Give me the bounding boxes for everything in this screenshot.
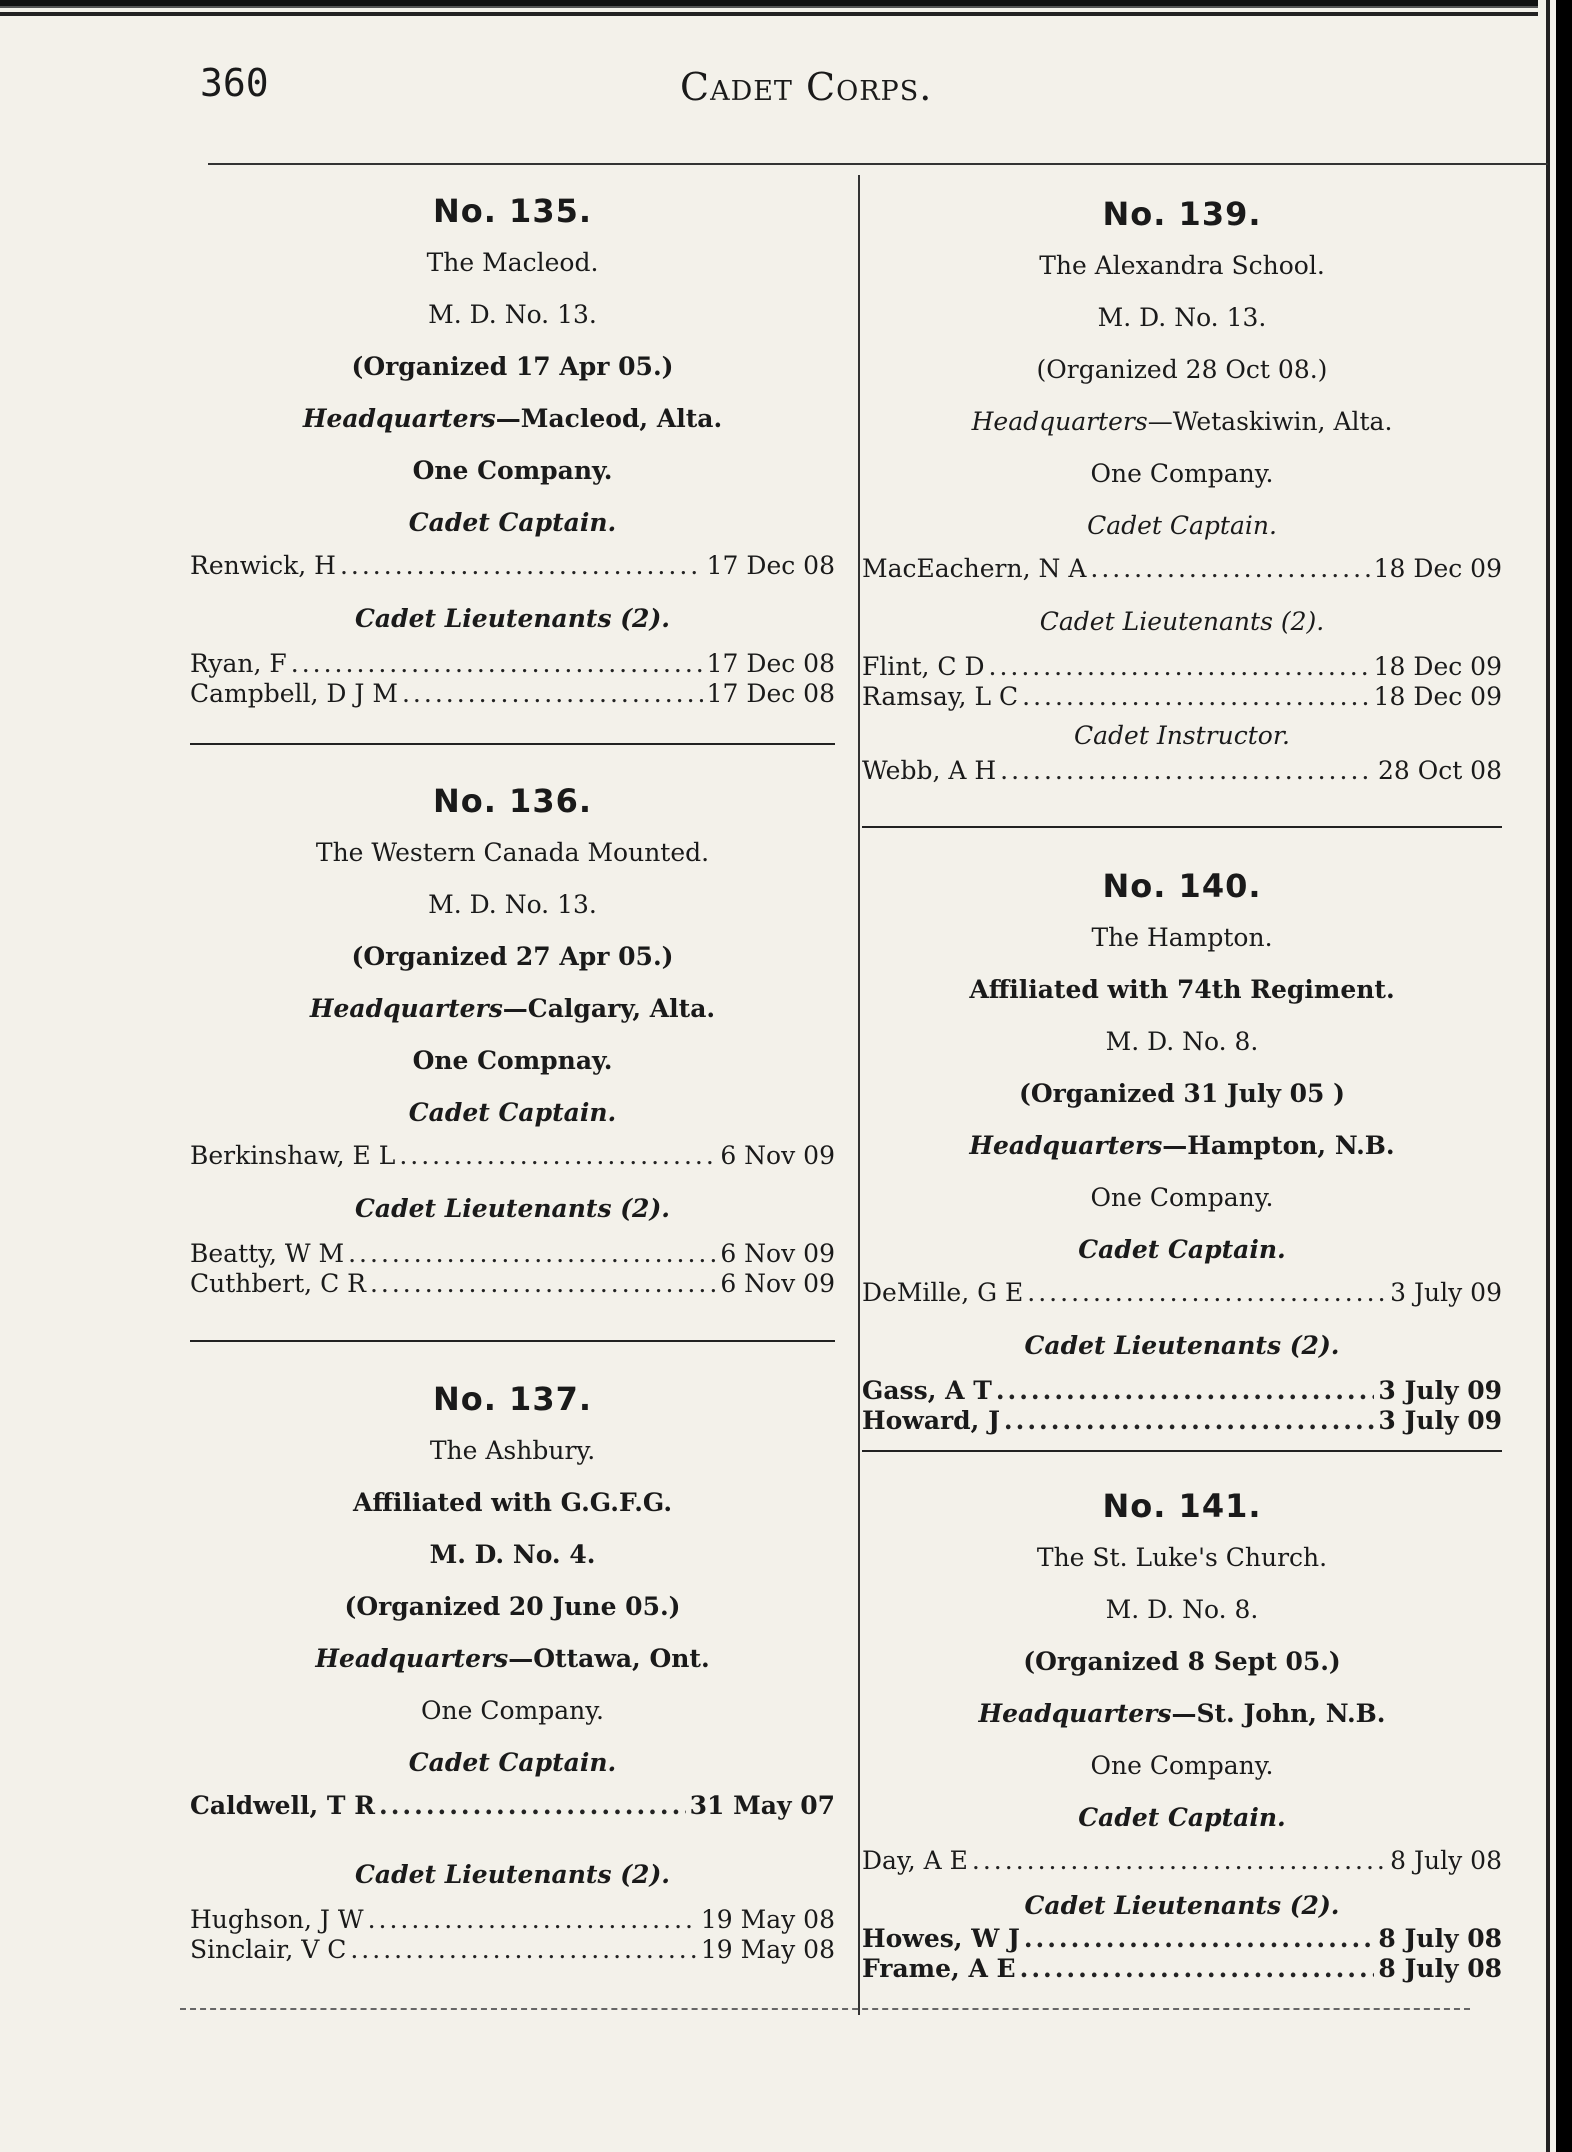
officer-row xyxy=(190,1935,835,1965)
captain-heading: Cadet Captain. xyxy=(1078,1803,1286,1832)
military-district: M. D. No. 13. xyxy=(428,890,597,919)
leader-dots xyxy=(379,1791,686,1821)
military-district: M. D. No. 4. xyxy=(429,1540,596,1569)
entry-separator xyxy=(862,826,1502,828)
corps-number: No. 139. xyxy=(1102,195,1262,233)
corps-name: The Western Canada Mounted. xyxy=(315,838,710,867)
officer-name: Ryan, F xyxy=(190,649,287,678)
lieutenants-heading: Cadet Lieutenants (2). xyxy=(355,1194,670,1223)
leader-dots xyxy=(348,1239,716,1269)
officer-date: 6 Nov 09 xyxy=(720,1141,835,1170)
corps-name: The Alexandra School. xyxy=(1039,251,1325,280)
captain-heading: Cadet Captain. xyxy=(408,508,617,537)
officer-name: Day, A E xyxy=(862,1846,968,1875)
leader-dots xyxy=(402,679,703,709)
officer-row xyxy=(190,1141,835,1171)
officer-row xyxy=(862,682,1502,712)
entry-separator xyxy=(190,743,835,745)
leader-dots xyxy=(340,551,703,581)
lieutenants-heading: Cadet Lieutenants (2). xyxy=(1039,607,1325,636)
corps-entry xyxy=(862,188,1502,786)
officer-row xyxy=(190,1269,835,1299)
officer-row xyxy=(862,554,1502,584)
officer-date: 8 July 08 xyxy=(1378,1954,1502,1983)
captain-heading: Cadet Captain. xyxy=(1078,1235,1286,1264)
headquarters-value: —Macleod, Alta. xyxy=(495,404,723,433)
officer-name: Howes, W J xyxy=(862,1924,1020,1953)
leader-dots xyxy=(368,1905,697,1935)
page-number: 360 xyxy=(200,61,269,105)
page-header xyxy=(200,55,1380,115)
corps-entry xyxy=(862,860,1502,1436)
leader-dots xyxy=(1024,1924,1375,1954)
officer-row xyxy=(190,649,835,679)
officer-date: 18 Dec 09 xyxy=(1373,554,1502,583)
corps-number: No. 140. xyxy=(1102,867,1262,905)
officer-name: Beatty, W M xyxy=(190,1239,345,1268)
company-count: One Company. xyxy=(1090,1183,1274,1212)
scan-edge-top xyxy=(0,0,1572,22)
officer-name: Sinclair, V C xyxy=(190,1935,347,1964)
officer-row xyxy=(862,652,1502,682)
header-rule xyxy=(208,163,1548,165)
corps-number: No. 141. xyxy=(1102,1487,1262,1525)
officer-date: 8 July 08 xyxy=(1378,1924,1502,1953)
military-district: M. D. No. 13. xyxy=(428,300,597,329)
officer-row xyxy=(862,1924,1502,1954)
headquarters xyxy=(862,1120,1502,1172)
corps-entry xyxy=(190,1373,835,1965)
officer-row xyxy=(862,756,1502,786)
officer-name: Renwick, H xyxy=(190,551,336,580)
leader-dots xyxy=(399,1141,716,1171)
organized-date: (Organized 17 Apr 05.) xyxy=(351,352,674,381)
officer-date: 28 Oct 08 xyxy=(1377,756,1502,785)
officer-date: 3 July 09 xyxy=(1378,1376,1502,1405)
corps-entry xyxy=(190,185,835,709)
corps-name: The Macleod. xyxy=(426,248,599,277)
leader-dots xyxy=(370,1269,716,1299)
officer-name: Ramsay, L C xyxy=(862,682,1019,711)
company-count: One Company. xyxy=(1090,1751,1274,1780)
headquarters-value: —St. John, N.B. xyxy=(1171,1699,1386,1728)
leader-dots xyxy=(1090,554,1369,584)
entry-separator xyxy=(190,1340,835,1342)
officer-row xyxy=(862,1278,1502,1308)
officer-date: 3 July 09 xyxy=(1390,1278,1502,1307)
lieutenants-heading: Cadet Lieutenants (2). xyxy=(1024,1891,1340,1920)
leader-dots xyxy=(1027,1278,1386,1308)
captain-heading: Cadet Captain. xyxy=(408,1748,617,1777)
officer-name: Frame, A E xyxy=(862,1954,1016,1983)
headquarters-label: Headquarters xyxy=(969,1131,1163,1160)
officer-row xyxy=(862,1406,1502,1436)
headquarters xyxy=(862,1688,1502,1740)
corps-name: The Ashbury. xyxy=(429,1436,596,1465)
headquarters xyxy=(190,1633,835,1685)
organized-date: (Organized 27 Apr 05.) xyxy=(351,942,674,971)
leader-dots xyxy=(972,1846,1386,1876)
instructor-heading: Cadet Instructor. xyxy=(1074,721,1290,750)
officer-date: 17 Dec 08 xyxy=(706,551,835,580)
company-count: One Company. xyxy=(421,1696,604,1725)
military-district: M. D. No. 8. xyxy=(1105,1595,1259,1624)
leader-dots xyxy=(996,1376,1375,1406)
company-count: One Company. xyxy=(412,456,613,485)
leader-dots xyxy=(1000,756,1374,786)
lieutenants-heading: Cadet Lieutenants (2). xyxy=(355,604,670,633)
officer-row xyxy=(190,1905,835,1935)
officer-date: 19 May 08 xyxy=(700,1905,835,1934)
officer-date: 6 Nov 09 xyxy=(720,1269,835,1298)
officer-row xyxy=(190,1239,835,1269)
lieutenants-heading: Cadet Lieutenants (2). xyxy=(1024,1331,1340,1360)
headquarters-value: —Hampton, N.B. xyxy=(1162,1131,1395,1160)
leader-dots xyxy=(291,649,703,679)
headquarters xyxy=(190,393,835,445)
scan-edge-right xyxy=(1538,0,1572,2152)
corps-number: No. 137. xyxy=(432,1380,592,1418)
headquarters xyxy=(190,983,835,1035)
officer-name: Gass, A T xyxy=(862,1376,992,1405)
officer-date: 17 Dec 08 xyxy=(706,679,835,708)
company-count: One Compnay. xyxy=(412,1046,613,1075)
military-district: M. D. No. 8. xyxy=(1105,1027,1259,1056)
officer-name: Howard, J xyxy=(862,1406,1000,1435)
headquarters-value: —Calgary, Alta. xyxy=(502,994,716,1023)
corps-name: The St. Luke's Church. xyxy=(1036,1543,1328,1572)
officer-date: 17 Dec 08 xyxy=(706,649,835,678)
officer-row xyxy=(862,1954,1502,1984)
organized-date: (Organized 28 Oct 08.) xyxy=(1036,355,1328,384)
officer-date: 3 July 09 xyxy=(1378,1406,1502,1435)
officer-row xyxy=(862,1846,1502,1876)
headquarters xyxy=(862,396,1502,448)
officer-date: 8 July 08 xyxy=(1390,1846,1502,1875)
organized-date: (Organized 31 July 05 ) xyxy=(1019,1079,1345,1108)
officer-name: Campbell, D J M xyxy=(190,679,398,708)
officer-name: Cuthbert, C R xyxy=(190,1269,366,1298)
officer-date: 18 Dec 09 xyxy=(1373,682,1502,711)
corps-entry xyxy=(190,775,835,1299)
headquarters-label: Headquarters xyxy=(315,1644,509,1673)
officer-row xyxy=(190,551,835,581)
running-head: Cadet Corps. xyxy=(680,65,933,109)
captain-heading: Cadet Captain. xyxy=(1087,511,1277,540)
captain-heading: Cadet Captain. xyxy=(408,1098,617,1127)
officer-date: 18 Dec 09 xyxy=(1373,652,1502,681)
column-divider xyxy=(858,175,860,2015)
officer-name: DeMille, G E xyxy=(862,1278,1024,1307)
officer-name: Flint, C D xyxy=(862,652,985,681)
corps-entry xyxy=(862,1480,1502,1984)
officer-name: Webb, A H xyxy=(862,756,997,785)
leader-dots xyxy=(989,652,1370,682)
headquarters-value: —Wetaskiwin, Alta. xyxy=(1147,407,1393,436)
corps-name: The Hampton. xyxy=(1091,923,1273,952)
affiliation: Affiliated with 74th Regiment. xyxy=(969,975,1395,1004)
officer-row xyxy=(862,1376,1502,1406)
officer-name: MacEachern, N A xyxy=(862,554,1087,583)
leader-dots xyxy=(1004,1406,1374,1436)
military-district: M. D. No. 13. xyxy=(1097,303,1267,332)
affiliation: Affiliated with G.G.F.G. xyxy=(352,1488,673,1517)
officer-date: 6 Nov 09 xyxy=(720,1239,835,1268)
corps-number: No. 135. xyxy=(432,192,592,230)
organized-date: (Organized 20 June 05.) xyxy=(344,1592,681,1621)
company-count: One Company. xyxy=(1090,459,1274,488)
officer-row xyxy=(190,679,835,709)
headquarters-value: —Ottawa, Ont. xyxy=(508,1644,710,1673)
officer-name: Berkinshaw, E L xyxy=(190,1141,396,1170)
lieutenants-heading: Cadet Lieutenants (2). xyxy=(355,1860,670,1889)
organized-date: (Organized 8 Sept 05.) xyxy=(1023,1647,1341,1676)
officer-date: 31 May 07 xyxy=(689,1791,835,1820)
headquarters-label: Headquarters xyxy=(309,994,503,1023)
footer-rule xyxy=(180,2008,1470,2011)
officer-date: 19 May 08 xyxy=(700,1935,835,1964)
corps-number: No. 136. xyxy=(432,782,592,820)
leader-dots xyxy=(350,1935,696,1965)
headquarters-label: Headquarters xyxy=(302,404,496,433)
headquarters-label: Headquarters xyxy=(971,407,1148,436)
entry-separator xyxy=(862,1450,1502,1452)
leader-dots xyxy=(1022,682,1370,712)
officer-name: Hughson, J W xyxy=(190,1905,364,1934)
officer-name: Caldwell, T R xyxy=(190,1791,375,1820)
leader-dots xyxy=(1020,1954,1375,1984)
officer-row xyxy=(190,1791,835,1821)
headquarters-label: Headquarters xyxy=(978,1699,1172,1728)
